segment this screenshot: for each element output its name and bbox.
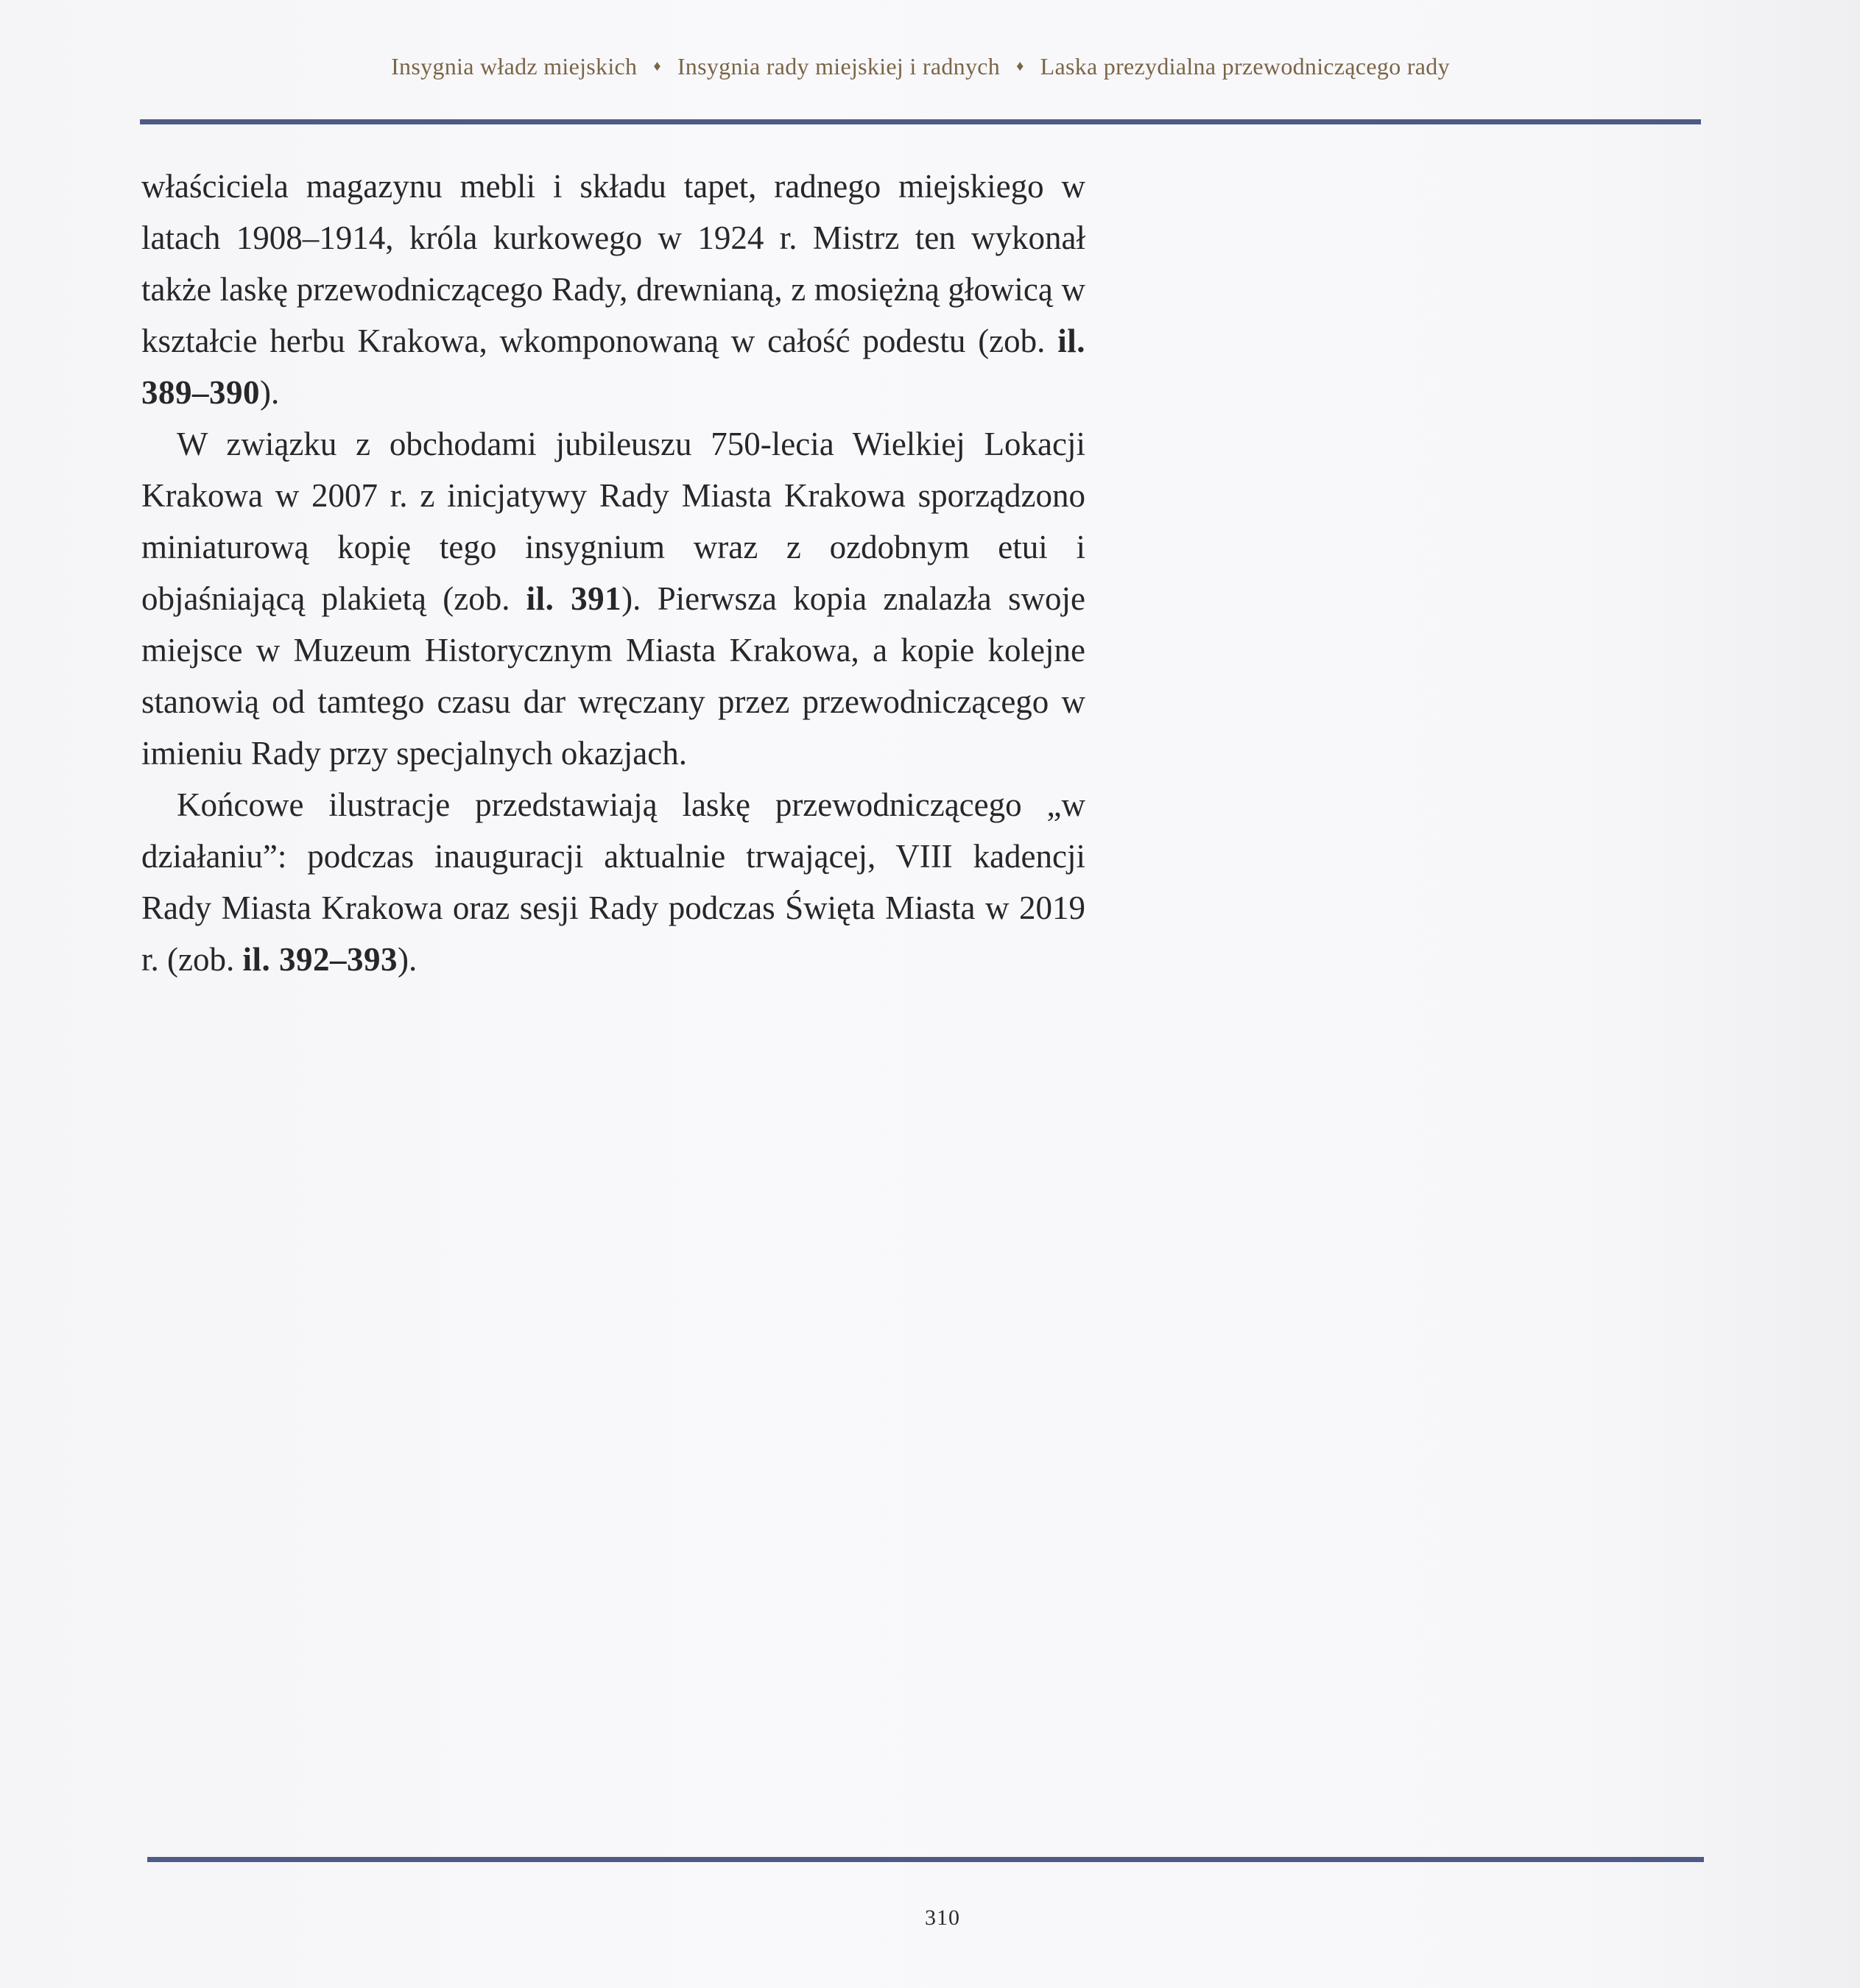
header-separator-icon: ♦ xyxy=(653,58,661,75)
running-header xyxy=(140,53,1701,80)
paragraph-2 xyxy=(141,418,1085,779)
page-number: 310 xyxy=(925,1906,960,1930)
paragraph-1 xyxy=(141,161,1085,418)
illustration-reference: il. 392–393 xyxy=(242,941,398,978)
header-crumb-3: Laska prezydialna przewodniczącego rady xyxy=(1040,53,1450,80)
illustration-reference: il. 391 xyxy=(526,580,622,617)
header-crumb-1: Insygnia władz miejskich xyxy=(391,53,638,80)
body-text xyxy=(141,161,1085,985)
header-separator-icon: ♦ xyxy=(1016,58,1024,75)
paragraph-text: W związku z obchodami jubileuszu 750-lecia Wielkiej Lokacji Krakowa w 2007 r. z inicjatywy Rady Miasta Krakowa sporządzono miniaturową kopię tego insygnium wraz z ozdobnym etui i objaśniającą plakietą (zob. xyxy=(141,426,1085,617)
header-crumb-2: Insygnia rady miejskiej i radnych xyxy=(677,53,1001,80)
paragraph-text: ). xyxy=(397,941,418,978)
paragraph-text: Końcowe ilustracje przedstawiają laskę przewodniczącego „w działaniu”: podczas inauguracji aktualnie trwającej, VIII kadencji Rady Miasta Krakowa oraz sesji Rady podczas Święta Miasta w 2019 r. (zob. xyxy=(141,786,1085,978)
paragraph-3 xyxy=(141,779,1085,985)
paragraph-text: ). Pierwsza kopia znalazła swoje miejsce w Muzeum Historycznym Miasta Krakowa, a kopie kolejne stanowią od tamtego czasu dar wręczany przez przewodniczącego w imieniu Rady przy specjalnych okazjach. xyxy=(141,580,1085,772)
illustration-reference: il. 389–390 xyxy=(141,322,1085,411)
paragraph-text: ). xyxy=(260,374,280,411)
footer-rule xyxy=(147,1857,1704,1862)
header-rule xyxy=(140,119,1701,124)
paragraph-text: właściciela magazynu mebli i składu tapet, radnego miejskiego w latach 1908–1914, króla kurkowego w 1924 r. Mistrz ten wykonał także laskę przewodniczącego Rady, drewnianą, z mosiężną głowicą w kształcie herbu Krakowa, wkomponowaną w całość podestu (zob. xyxy=(141,168,1085,359)
